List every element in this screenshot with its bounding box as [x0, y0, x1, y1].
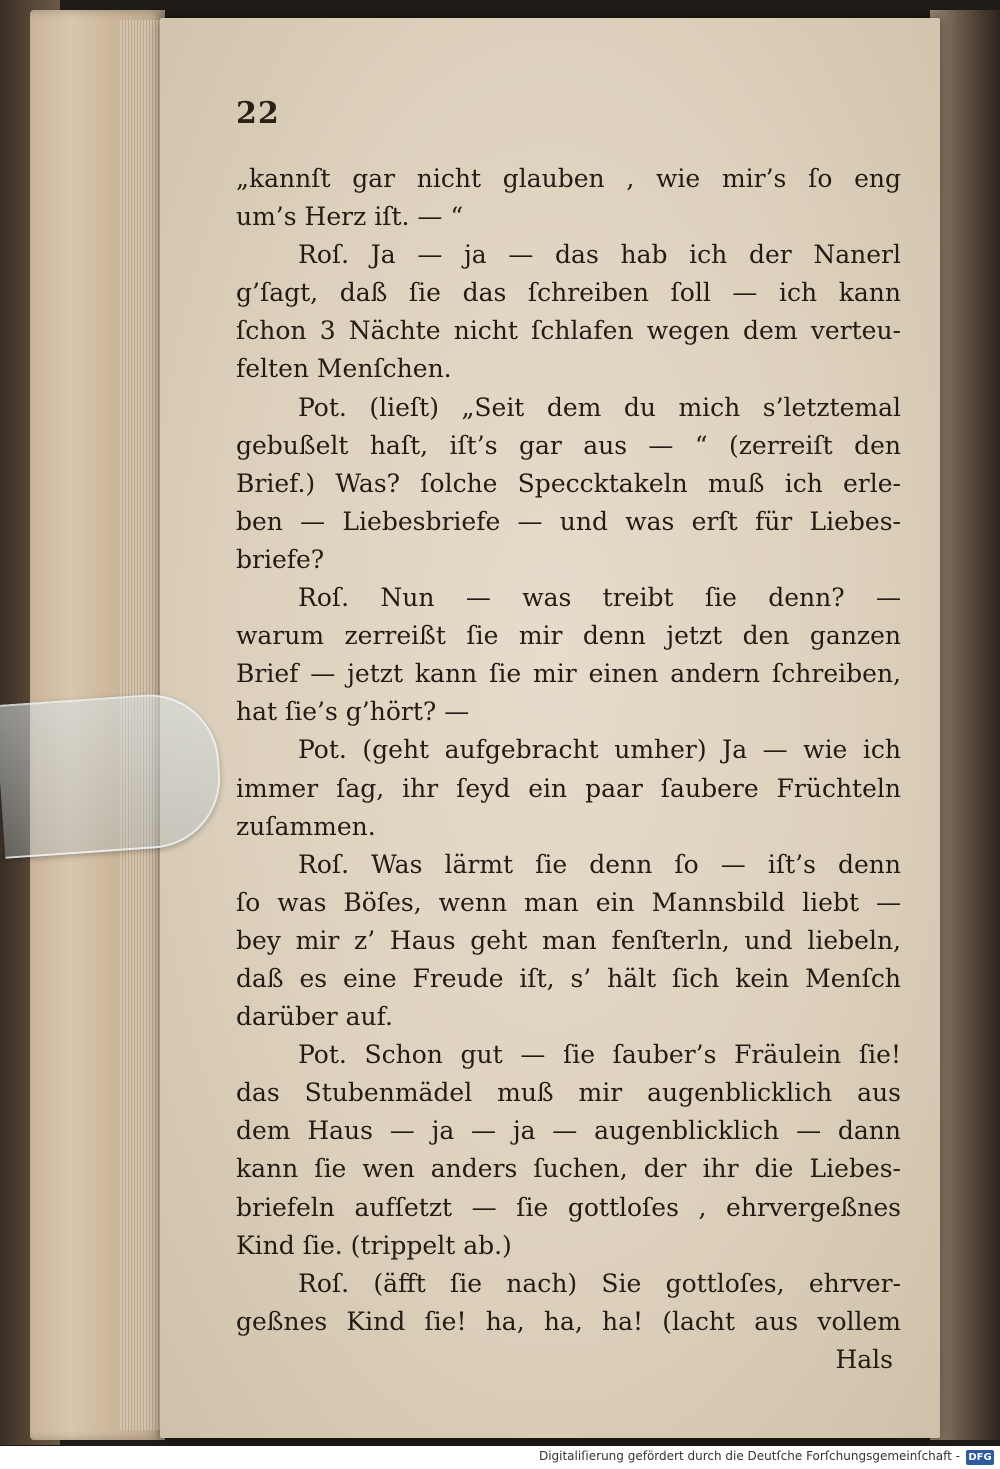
- text-line: „kannſt gar nicht glauben , wie mir’s ſo eng: [236, 164, 901, 193]
- text-line: gebußelt haſt, iſt’s gar aus — “ (zerreiſt den: [236, 430, 901, 460]
- page-number: 22: [236, 96, 280, 131]
- text-line: Roſ. (äfft ſie nach) Sie gottloſes, ehrver-: [298, 1268, 901, 1298]
- text-line: bey mir z’ Haus geht man fenſterln, und liebeln,: [236, 925, 901, 955]
- text-line: geßnes Kind ſie! ha, ha, ha! (lacht aus vollem: [236, 1306, 901, 1336]
- text-line: daß es eine Freude iſt, s’ hält ſich kein Menſch: [236, 963, 901, 993]
- text-line: Brief.) Was? ſolche Speccktakeln muß ich erle-: [236, 468, 901, 498]
- text-line: Pot. (lieſt) „Seit dem du mich s’letztemal: [298, 392, 901, 422]
- text-line: Kind ſie. (trippelt ab.): [236, 1230, 512, 1260]
- text-line: kann ſie wen anders ſuchen, der ihr die Liebes-: [236, 1154, 901, 1184]
- text-line: ſchon 3 Nächte nicht ſchlafen wegen dem verteu-: [236, 316, 901, 346]
- text-line: ben — Liebesbriefe — und was erſt für Liebes-: [236, 506, 901, 536]
- page-clip: [0, 690, 225, 859]
- text-line: immer ſag, ihr ſeyd ein paar ſaubere Früchteln: [236, 773, 901, 803]
- text-line: um’s Herz iſt. — “: [236, 202, 464, 232]
- text-line: das Stubenmädel muß mir augenblicklich aus: [236, 1078, 901, 1108]
- text-line: Roſ. Was lärmt ſie denn ſo — iſt’s denn: [298, 849, 901, 879]
- text-line: briefeln aufſetzt — ſie gottloſes , ehrvergeßnes: [236, 1192, 901, 1222]
- dfg-logo: DFG: [966, 1450, 994, 1465]
- text-line: Roſ. Ja — ja — das hab ich der Nanerl: [298, 240, 901, 270]
- text-line: Roſ. Nun — was treibt ſie denn? —: [298, 583, 901, 613]
- text-line: Brief — jetzt kann ſie mir einen andern ſchreiben,: [236, 659, 901, 689]
- text-line: Hals: [835, 1344, 893, 1374]
- text-line: felten Menſchen.: [236, 354, 452, 384]
- footer-bar: [0, 1446, 1000, 1469]
- text-line: darüber auf.: [236, 1002, 393, 1032]
- text-line: g’ſagt, daß ſie das ſchreiben ſoll — ich kann: [236, 278, 901, 308]
- text-line: dem Haus — ja — ja — augenblicklich — dann: [236, 1116, 901, 1146]
- text-line: Pot. (geht aufgebracht umher) Ja — wie ich: [298, 735, 901, 765]
- text-line: briefe?: [236, 544, 325, 574]
- text-line: zuſammen.: [236, 811, 376, 841]
- text-line: ſo was Böſes, wenn man ein Mannsbild liebt —: [236, 887, 901, 917]
- text-line: warum zerreißt ſie mir denn jetzt den ganzen: [236, 621, 901, 651]
- text-line: hat ſie’s g’hört? —: [236, 697, 470, 727]
- book-gutter: [930, 10, 1000, 1440]
- footer-credit: Digitaliſierung gefördert durch die Deutſche Forſchungsgemeinſchaft -: [538, 1449, 960, 1463]
- text-line: Pot. Schon gut — ſie ſauber’s Fräulein ſie!: [298, 1040, 901, 1070]
- page-text: [236, 160, 901, 1379]
